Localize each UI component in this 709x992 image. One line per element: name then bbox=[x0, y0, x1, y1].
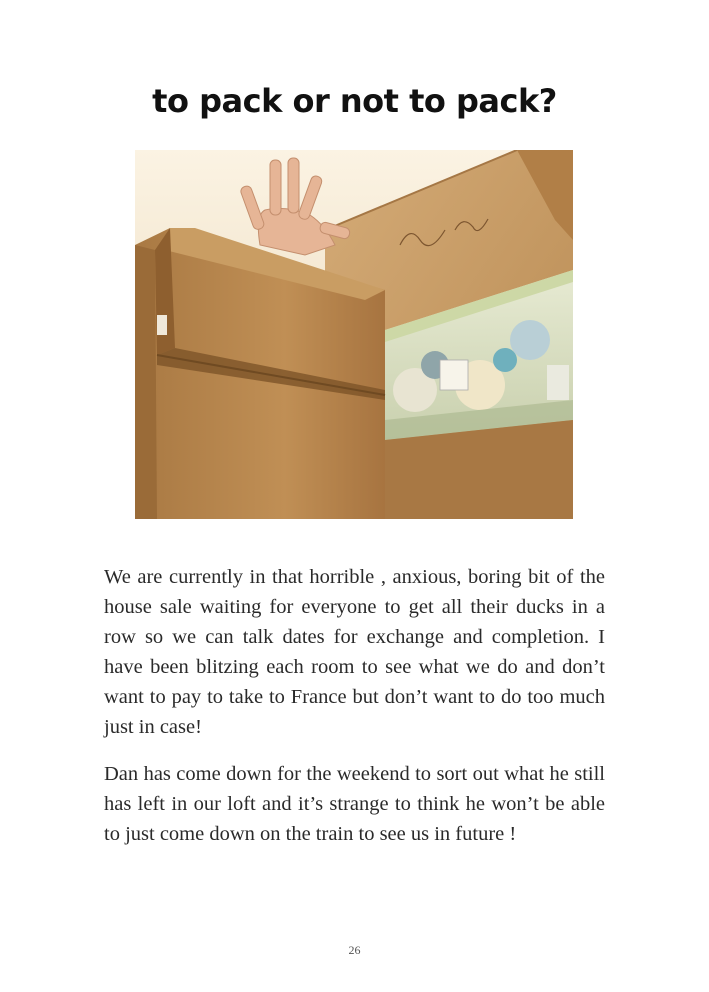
boxes-photo bbox=[135, 150, 573, 519]
paragraph-1: We are currently in that horrible , anxious, boring bit of the house sale waiting for everyone to get all their ducks in a row so we can talk dates for exchange and completion. I have been blitzing each room to see what we do and don’t want to pay to take to France but don’t want to do too much just in case! bbox=[104, 566, 605, 738]
article-body bbox=[104, 562, 605, 866]
paragraph-2: Dan has come down for the weekend to sort out what he still has left in our loft and it’s strange to think he won’t be able to just come down on the train to see us in future ! bbox=[104, 763, 605, 845]
page-title: to pack or not to pack? bbox=[152, 82, 557, 120]
page-number: 26 bbox=[348, 943, 361, 957]
